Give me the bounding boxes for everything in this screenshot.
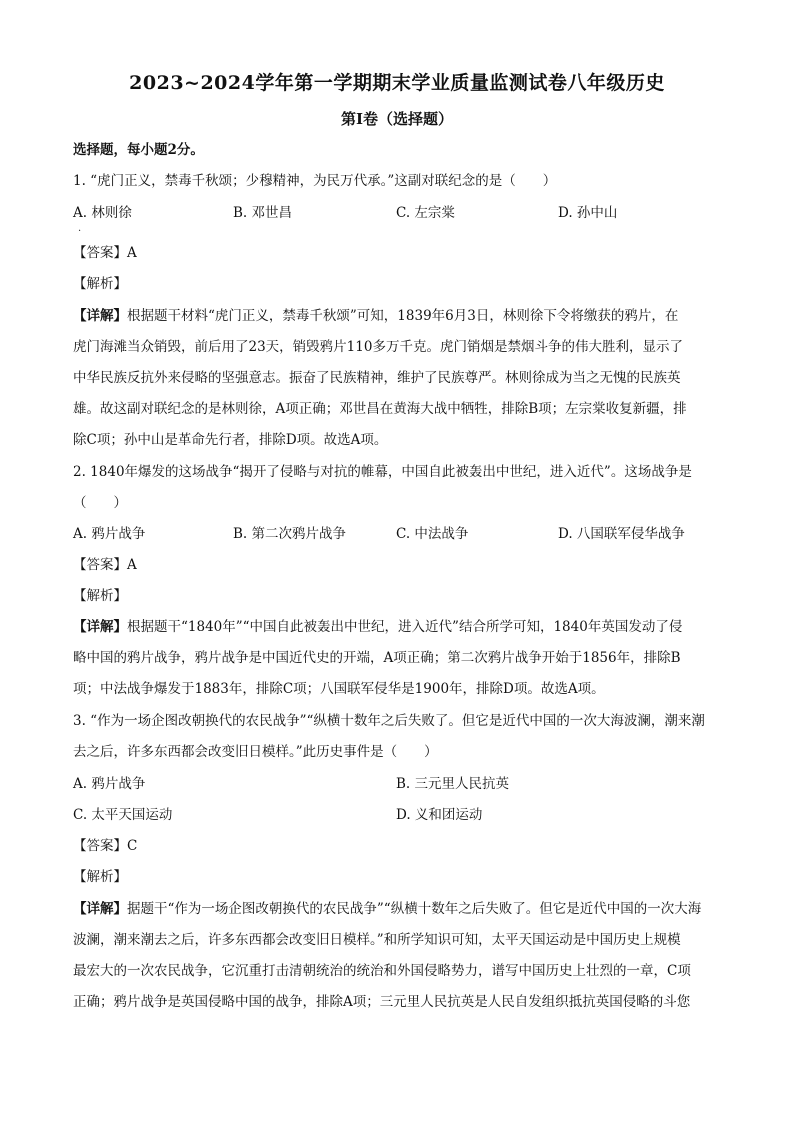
q1-detail-tag: 【详解】 xyxy=(73,308,127,324)
q1-detail-line: 除C项；孙中山是革命先行者，排除D项。故选A项。 xyxy=(73,432,388,448)
q2-stem: 2. 1840年爆发的这场战争“揭开了侵略与对抗的帷幕，中国自此被轰出中世纪，进入近代”。这场战争是 xyxy=(73,464,692,480)
q2-answer: 【答案】A xyxy=(73,557,137,573)
q1-detail-line: 雄。故这副对联纪念的是林则徐，A项正确；邓世昌在黄海大战中牺牲，排除B项；左宗棠收复新疆，排 xyxy=(73,401,687,417)
q3-detail-text: 据题干“作为一场企图改朝换代的农民战争”“纵横十数年之后失败了。但它是近代中国的一次大海 xyxy=(127,901,702,917)
q3-answer: 【答案】C xyxy=(73,838,138,854)
q2-detail-text: 根据题干“1840年”“中国自此被轰出中世纪，进入近代”结合所学可知，1840年英国发动了侵 xyxy=(127,619,683,635)
q1-detail-text: 根据题干材料“虎门正义，禁毒千秋颂”可知，1839年6月3日，林则徐下令将缴获的鸦片，在 xyxy=(127,308,679,324)
q1-option-a: A. 林则徐 xyxy=(73,205,132,221)
q3-detail-line: 最宏大的一次农民战争，它沉重打击清朝统治的统治和外国侵略势力，谱写中国历史上壮烈的一章，C项 xyxy=(73,963,691,979)
q2-detail-line: 略中国的鸦片战争，鸦片战争是中国近代史的开端，A项正确；第二次鸦片战争开始于1856年，排除B xyxy=(73,650,681,666)
q3-option-b: B. 三元里人民抗英 xyxy=(396,776,510,792)
q1-analysis-label: 【解析】 xyxy=(73,276,127,292)
q3-analysis-label: 【解析】 xyxy=(73,869,127,885)
q1-stem: 1. “虎门正义，禁毒千秋颂；少穆精神，为民万代承。”这副对联纪念的是（ ） xyxy=(73,173,557,189)
q3-option-d: D. 义和团运动 xyxy=(396,807,483,823)
section-title: 第Ⅰ卷（选择题） xyxy=(340,110,454,128)
q3-detail-line xyxy=(73,899,723,919)
exam-title: 2023~2024学年第一学期期末学业质量监测试卷八年级历史 xyxy=(129,72,665,94)
q2-option-c: C. 中法战争 xyxy=(396,526,469,542)
q2-detail-line xyxy=(73,617,723,637)
q1-detail-line: 虎门海滩当众销毁，前后用了23天，销毁鸦片110多万千克。虎门销烟是禁烟斗争的伟大胜利，显示了 xyxy=(73,339,683,355)
q3-option-a: A. 鸦片战争 xyxy=(73,776,146,792)
q2-option-d: D. 八国联军侵华战争 xyxy=(558,526,685,542)
q3-detail-tag: 【详解】 xyxy=(73,901,127,917)
q1-detail-line: 中华民族反抗外来侵略的坚强意志。振奋了民族精神，维护了民族尊严。林则徐成为当之无愧的民族英 xyxy=(73,370,681,386)
q2-detail-tag: 【详解】 xyxy=(73,619,127,635)
q1-option-c: C. 左宗棠 xyxy=(396,205,455,221)
q2-option-a: A. 鸦片战争 xyxy=(73,526,146,542)
q1-answer: 【答案】A xyxy=(73,245,137,261)
q3-detail-line: 正确；鸦片战争是英国侵略中国的战争，排除A项；三元里人民抗英是人民自发组织抵抗英国侵略的斗您 xyxy=(73,994,691,1010)
q1-option-b: B. 邓世昌 xyxy=(233,205,293,221)
q3-option-c: C. 太平天国运动 xyxy=(73,807,173,823)
q2-analysis-label: 【解析】 xyxy=(73,588,127,604)
q1-detail-line xyxy=(73,306,723,326)
q2-option-b: B. 第二次鸦片战争 xyxy=(233,526,347,542)
q3-stem-cont: 去之后，许多东西都会改变旧日模样。”此历史事件是（ ） xyxy=(73,744,438,760)
q3-detail-line: 波澜，潮来潮去之后，许多东西都会改变旧日模样。”和所学知识可知，太平天国运动是中国历史上规模 xyxy=(73,932,681,948)
q1-option-d: D. 孙中山 xyxy=(558,205,618,221)
q2-detail-line: 项；中法战争爆发于1883年，排除C项；八国联军侵华是1900年，排除D项。故选A项。 xyxy=(73,681,605,697)
q3-stem: 3. “作为一场企图改朝换代的农民战争”“纵横十数年之后失败了。但它是近代中国的一次大海波澜，潮来潮 xyxy=(73,713,705,729)
instruction: 选择题，每小题2分。 xyxy=(73,142,204,158)
q2-stem-cont: （ ） xyxy=(73,495,127,511)
stray-mark: · xyxy=(78,226,82,237)
